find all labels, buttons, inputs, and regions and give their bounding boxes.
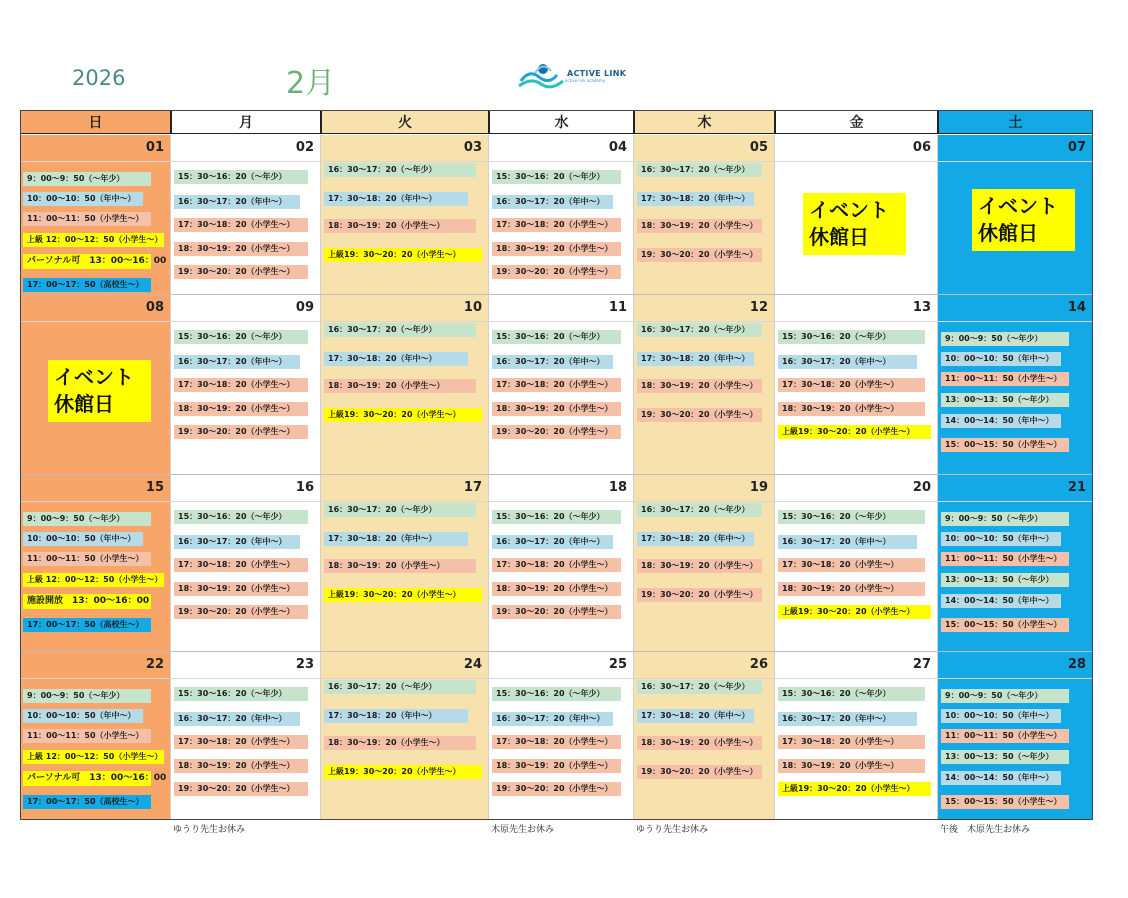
class-session-green[interactable]: 9：00～9：50（～年少）: [941, 332, 1069, 346]
day-cell-18[interactable]: [489, 475, 634, 652]
class-session-yellow[interactable]: 上級 12：00～12：50（小学生～）: [23, 233, 164, 247]
class-session-yellow[interactable]: 施設開放 13：00～16：00: [23, 594, 151, 609]
class-session-blue[interactable]: 14：00～14：50（年中～）: [941, 771, 1061, 785]
class-session-blue[interactable]: 16：30～17：20（年中～）: [778, 535, 917, 549]
class-session-salmon[interactable]: 18：30～19：20（小学生～）: [778, 582, 925, 596]
day-cell-04[interactable]: [489, 135, 634, 295]
day-cell-21[interactable]: [938, 475, 1093, 652]
year-label: 2026: [72, 66, 126, 90]
class-session-green[interactable]: 16：30～17：20（～年少）: [637, 680, 762, 694]
day-number: 27: [912, 657, 931, 672]
day-cell-19[interactable]: [634, 475, 775, 652]
class-session-blue[interactable]: 16：30～17：20（年中～）: [492, 355, 613, 369]
class-session-blue[interactable]: 16：30～17：20（年中～）: [778, 712, 917, 726]
event-line: イベント: [809, 198, 889, 222]
class-session-green[interactable]: 9：00～9：50（～年少）: [23, 689, 151, 703]
class-session-yellow[interactable]: 上級19：30～20：20（小学生～）: [778, 782, 931, 796]
class-session-blue[interactable]: 16：30～17：20（年中～）: [174, 535, 300, 549]
closed-event-label: [972, 189, 1075, 251]
class-session-blue[interactable]: 17：30～18：20（年中～）: [637, 192, 754, 206]
day-number: 20: [912, 480, 931, 495]
class-session-green[interactable]: 15：30～16：20（～年少）: [492, 687, 621, 701]
class-session-blue[interactable]: 16：30～17：20（年中～）: [174, 355, 300, 369]
class-session-yellow[interactable]: 上級19：30～20：20（小学生～）: [778, 605, 931, 619]
class-session-salmon[interactable]: 18：30～19：20（小学生～）: [492, 242, 621, 256]
class-session-cyan[interactable]: 17：00～17：50（高校生～）: [23, 618, 151, 632]
class-session-salmon[interactable]: 19：30～20：20（小学生～）: [637, 408, 762, 422]
class-session-salmon[interactable]: 19：30～20：20（小学生～）: [174, 425, 308, 439]
class-session-salmon[interactable]: 19：30～20：20（小学生～）: [637, 765, 762, 779]
day-number: 24: [463, 657, 482, 672]
class-session-yellow[interactable]: 上級19：30～20：20（小学生～）: [324, 588, 482, 602]
day-cell-24[interactable]: [321, 652, 489, 820]
class-session-salmon[interactable]: 17：30～18：20（小学生～）: [174, 218, 308, 232]
class-session-green[interactable]: 16：30～17：20（～年少）: [637, 503, 762, 517]
day-number: 07: [1067, 140, 1086, 155]
day-cell-20[interactable]: [775, 475, 938, 652]
day-number: 08: [145, 300, 164, 315]
class-session-salmon[interactable]: 18：30～19：20（小学生～）: [324, 219, 476, 233]
weekday-header-sat: 土: [938, 110, 1093, 134]
class-session-salmon[interactable]: 11：00～11：50（小学生～）: [23, 212, 151, 226]
class-session-blue[interactable]: 14：00～14：50（年中～）: [941, 594, 1061, 608]
day-number: 12: [749, 300, 768, 315]
class-session-green[interactable]: 15：30～16：20（～年少）: [174, 330, 308, 344]
weekday-header-tue: 火: [321, 110, 489, 134]
class-session-salmon[interactable]: 18：30～19：20（小学生～）: [324, 736, 476, 750]
class-session-green[interactable]: 15：30～16：20（～年少）: [492, 170, 621, 184]
day-cell-28[interactable]: [938, 652, 1093, 820]
class-session-salmon[interactable]: 19：30～20：20（小学生～）: [174, 265, 308, 279]
class-session-salmon[interactable]: 17：30～18：20（小学生～）: [778, 378, 925, 392]
class-session-salmon[interactable]: 18：30～19：20（小学生～）: [637, 219, 762, 233]
class-session-blue[interactable]: 16：30～17：20（年中～）: [492, 535, 613, 549]
month-title: 2月: [286, 66, 336, 101]
day-number: 22: [145, 657, 164, 672]
class-session-salmon[interactable]: 19：30～20：20（小学生～）: [492, 782, 621, 796]
class-session-cyan[interactable]: 17：00～17：50（高校生～）: [23, 795, 151, 809]
class-session-green[interactable]: 13：00～13：50（～年少）: [941, 573, 1069, 587]
class-session-salmon[interactable]: 18：30～19：20（小学生～）: [492, 582, 621, 596]
class-session-blue[interactable]: 10：00～10：50（年中～）: [941, 709, 1061, 723]
class-session-salmon[interactable]: 19：30～20：20（小学生～）: [492, 605, 621, 619]
class-session-salmon[interactable]: 15：00～15：50（小学生～）: [941, 795, 1069, 809]
class-session-yellow[interactable]: 上級19：30～20：20（小学生～）: [324, 408, 482, 422]
class-session-yellow[interactable]: 上級 12：00～12：50（小学生～）: [23, 750, 164, 764]
class-session-salmon[interactable]: 18：30～19：20（小学生～）: [778, 402, 925, 416]
class-session-blue[interactable]: 10：00～10：50（年中～）: [941, 352, 1061, 366]
class-session-salmon[interactable]: 19：30～20：20（小学生～）: [637, 588, 762, 602]
class-session-blue[interactable]: 10：00～10：50（年中～）: [23, 192, 143, 206]
class-session-salmon[interactable]: 17：30～18：20（小学生～）: [174, 558, 308, 572]
class-session-green[interactable]: 15：30～16：20（～年少）: [174, 687, 308, 701]
class-session-salmon[interactable]: 18：30～19：20（小学生～）: [324, 559, 476, 573]
weekday-header-wed: 水: [489, 110, 634, 134]
class-session-blue[interactable]: 17：30～18：20（年中～）: [637, 352, 754, 366]
day-number: 18: [608, 480, 627, 495]
class-session-salmon[interactable]: 17：30～18：20（小学生～）: [778, 558, 925, 572]
class-session-green[interactable]: 9：00～9：50（～年少）: [941, 689, 1069, 703]
day-cell-07[interactable]: [938, 135, 1093, 295]
class-session-green[interactable]: 9：00～9：50（～年少）: [941, 512, 1069, 526]
class-session-salmon[interactable]: 17：30～18：20（小学生～）: [492, 218, 621, 232]
class-session-blue[interactable]: 17：30～18：20（年中～）: [324, 709, 468, 723]
class-session-green[interactable]: 16：30～17：20（～年少）: [324, 680, 476, 694]
class-session-green[interactable]: 16：30～17：20（～年少）: [324, 323, 476, 337]
day-cell-16[interactable]: [171, 475, 321, 652]
class-session-salmon[interactable]: 11：00～11：50（小学生～）: [941, 729, 1069, 743]
day-cell-23[interactable]: [171, 652, 321, 820]
day-number: 02: [295, 140, 314, 155]
class-session-green[interactable]: 16：30～17：20（～年少）: [324, 163, 476, 177]
class-session-salmon[interactable]: 11：00～11：50（小学生～）: [23, 729, 151, 743]
class-session-blue[interactable]: 14：00～14：50（年中～）: [941, 414, 1061, 428]
class-session-yellow[interactable]: パーソナル可 13：00～16：00: [23, 771, 151, 786]
class-session-salmon[interactable]: 11：00～11：50（小学生～）: [23, 552, 151, 566]
day-number: 19: [749, 480, 768, 495]
class-session-salmon[interactable]: 18：30～19：20（小学生～）: [324, 379, 476, 393]
class-session-salmon[interactable]: 19：30～20：20（小学生～）: [492, 425, 621, 439]
class-session-cyan[interactable]: 17：00～17：50（高校生～）: [23, 278, 151, 292]
class-session-salmon[interactable]: 18：30～19：20（小学生～）: [492, 759, 621, 773]
closed-event-label: [48, 360, 151, 422]
class-session-salmon[interactable]: 18：30～19：20（小学生～）: [637, 559, 762, 573]
event-line: 休館日: [54, 392, 114, 416]
day-number: 10: [463, 300, 482, 315]
day-number: 11: [608, 300, 627, 315]
class-session-yellow[interactable]: 上級19：30～20：20（小学生～）: [324, 248, 482, 262]
day-cell-11[interactable]: [489, 295, 634, 475]
day-cell-25[interactable]: [489, 652, 634, 820]
class-session-blue[interactable]: 16：30～17：20（年中～）: [492, 712, 613, 726]
class-session-blue[interactable]: 17：30～18：20（年中～）: [324, 352, 468, 366]
class-session-yellow[interactable]: 上級19：30～20：20（小学生～）: [324, 765, 482, 779]
class-session-blue[interactable]: 10：00～10：50（年中～）: [23, 709, 143, 723]
class-session-green[interactable]: 15：30～16：20（～年少）: [778, 510, 925, 524]
teacher-absence-note: 木原先生お休み: [491, 825, 555, 835]
weekday-header-mon: 月: [171, 110, 321, 134]
class-session-blue[interactable]: 16：30～17：20（年中～）: [174, 712, 300, 726]
class-session-blue[interactable]: 17：30～18：20（年中～）: [324, 532, 468, 546]
class-session-yellow[interactable]: 上級19：30～20：20（小学生～）: [778, 425, 931, 439]
class-session-green[interactable]: 13：00～13：50（～年少）: [941, 750, 1069, 764]
class-session-blue[interactable]: 10：00～10：50（年中～）: [23, 532, 143, 546]
class-session-salmon[interactable]: 18：30～19：20（小学生～）: [174, 759, 308, 773]
class-session-green[interactable]: 15：30～16：20（～年少）: [778, 687, 925, 701]
class-session-salmon[interactable]: 17：30～18：20（小学生～）: [174, 378, 308, 392]
class-session-blue[interactable]: 17：30～18：20（年中～）: [637, 532, 754, 546]
day-cell-03[interactable]: [321, 135, 489, 295]
day-cell-06[interactable]: [775, 135, 938, 295]
day-number: 17: [463, 480, 482, 495]
day-number: 21: [1067, 480, 1086, 495]
event-line: 休館日: [809, 225, 869, 249]
event-line: 休館日: [978, 221, 1038, 245]
weekday-header-fri: 金: [775, 110, 938, 134]
day-number: 14: [1067, 300, 1086, 315]
day-cell-09[interactable]: [171, 295, 321, 475]
class-session-salmon[interactable]: 19：30～20：20（小学生～）: [174, 605, 308, 619]
day-number: 16: [295, 480, 314, 495]
class-session-green[interactable]: 9：00～9：50（～年少）: [23, 512, 151, 526]
day-number: 13: [912, 300, 931, 315]
class-session-blue[interactable]: 16：30～17：20（年中～）: [778, 355, 917, 369]
class-session-yellow[interactable]: パーソナル可 13：00～16：00: [23, 254, 151, 269]
class-session-green[interactable]: 16：30～17：20（～年少）: [637, 163, 762, 177]
day-cell-05[interactable]: [634, 135, 775, 295]
class-session-salmon[interactable]: 18：30～19：20（小学生～）: [778, 759, 925, 773]
class-session-salmon[interactable]: 15：00～15：50（小学生～）: [941, 438, 1069, 452]
class-session-salmon[interactable]: 18：30～19：20（小学生～）: [174, 582, 308, 596]
day-number: 03: [463, 140, 482, 155]
logo-text: ACTIVE LINK: [567, 69, 627, 78]
class-session-salmon[interactable]: 11：00～11：50（小学生～）: [941, 552, 1069, 566]
day-cell-02[interactable]: [171, 135, 321, 295]
class-session-blue[interactable]: 16：30～17：20（年中～）: [492, 195, 613, 209]
day-number: 04: [608, 140, 627, 155]
class-session-green[interactable]: 15：30～16：20（～年少）: [174, 170, 308, 184]
day-cell-14[interactable]: [938, 295, 1093, 475]
class-session-salmon[interactable]: 18：30～19：20（小学生～）: [174, 242, 308, 256]
class-session-salmon[interactable]: 15：00～15：50（小学生～）: [941, 618, 1069, 632]
day-cell-13[interactable]: [775, 295, 938, 475]
active-link-logo: [517, 58, 637, 94]
day-number: 05: [749, 140, 768, 155]
day-number: 28: [1067, 657, 1086, 672]
weekday-header-sun: 日: [20, 110, 171, 134]
class-session-green[interactable]: 9：00～9：50（～年少）: [23, 172, 151, 186]
class-session-salmon[interactable]: 19：30～20：20（小学生～）: [492, 265, 621, 279]
class-session-green[interactable]: 16：30～17：20（～年少）: [637, 323, 762, 337]
class-session-salmon[interactable]: 19：30～20：20（小学生～）: [174, 782, 308, 796]
day-number: 15: [145, 480, 164, 495]
closed-event-label: [803, 193, 906, 255]
class-session-green[interactable]: 15：30～16：20（～年少）: [174, 510, 308, 524]
class-session-salmon[interactable]: 17：30～18：20（小学生～）: [492, 735, 621, 749]
day-cell-22[interactable]: [20, 652, 171, 820]
class-session-blue[interactable]: 17：30～18：20（年中～）: [637, 709, 754, 723]
day-number: 26: [749, 657, 768, 672]
class-session-blue[interactable]: 16：30～17：20（年中～）: [174, 195, 300, 209]
class-session-salmon[interactable]: 11：00～11：50（小学生～）: [941, 372, 1069, 386]
day-number: 06: [912, 140, 931, 155]
class-session-green[interactable]: 16：30～17：20（～年少）: [324, 503, 476, 517]
class-session-salmon[interactable]: 18：30～19：20（小学生～）: [637, 736, 762, 750]
class-session-green[interactable]: 13：00～13：50（～年少）: [941, 393, 1069, 407]
class-session-yellow[interactable]: 上級 12：00～12：50（小学生～）: [23, 573, 164, 587]
event-line: イベント: [978, 194, 1058, 218]
wave-swimmer-icon: [517, 59, 565, 93]
logo-subtext: active link academy: [565, 78, 606, 83]
class-session-salmon[interactable]: 18：30～19：20（小学生～）: [637, 379, 762, 393]
class-session-salmon[interactable]: 17：30～18：20（小学生～）: [778, 735, 925, 749]
day-number: 23: [295, 657, 314, 672]
teacher-absence-note: ゆうり先生お休み: [173, 825, 246, 835]
class-session-salmon[interactable]: 18：30～19：20（小学生～）: [174, 402, 308, 416]
day-cell-15[interactable]: [20, 475, 171, 652]
class-session-salmon[interactable]: 17：30～18：20（小学生～）: [492, 378, 621, 392]
class-session-salmon[interactable]: 17：30～18：20（小学生～）: [492, 558, 621, 572]
day-cell-27[interactable]: [775, 652, 938, 820]
teacher-absence-note: 午後 木原先生お休み: [940, 825, 1031, 835]
event-line: イベント: [54, 365, 134, 389]
day-cell-26[interactable]: [634, 652, 775, 820]
class-session-salmon[interactable]: 18：30～19：20（小学生～）: [492, 402, 621, 416]
day-cell-10[interactable]: [321, 295, 489, 475]
class-session-salmon[interactable]: 19：30～20：20（小学生～）: [637, 248, 762, 262]
class-session-green[interactable]: 15：30～16：20（～年少）: [492, 330, 621, 344]
class-session-green[interactable]: 15：30～16：20（～年少）: [492, 510, 621, 524]
day-cell-17[interactable]: [321, 475, 489, 652]
day-number: 25: [608, 657, 627, 672]
day-number: 09: [295, 300, 314, 315]
weekday-header-thu: 木: [634, 110, 775, 134]
class-session-blue[interactable]: 17：30～18：20（年中～）: [324, 192, 468, 206]
day-cell-12[interactable]: [634, 295, 775, 475]
teacher-absence-note: ゆうり先生お休み: [636, 825, 709, 835]
day-cell-08[interactable]: [20, 295, 171, 475]
class-session-blue[interactable]: 10：00～10：50（年中～）: [941, 532, 1061, 546]
day-cell-01[interactable]: [20, 135, 171, 295]
day-number: 01: [145, 140, 164, 155]
class-session-green[interactable]: 15：30～16：20（～年少）: [778, 330, 925, 344]
class-session-salmon[interactable]: 17：30～18：20（小学生～）: [174, 735, 308, 749]
